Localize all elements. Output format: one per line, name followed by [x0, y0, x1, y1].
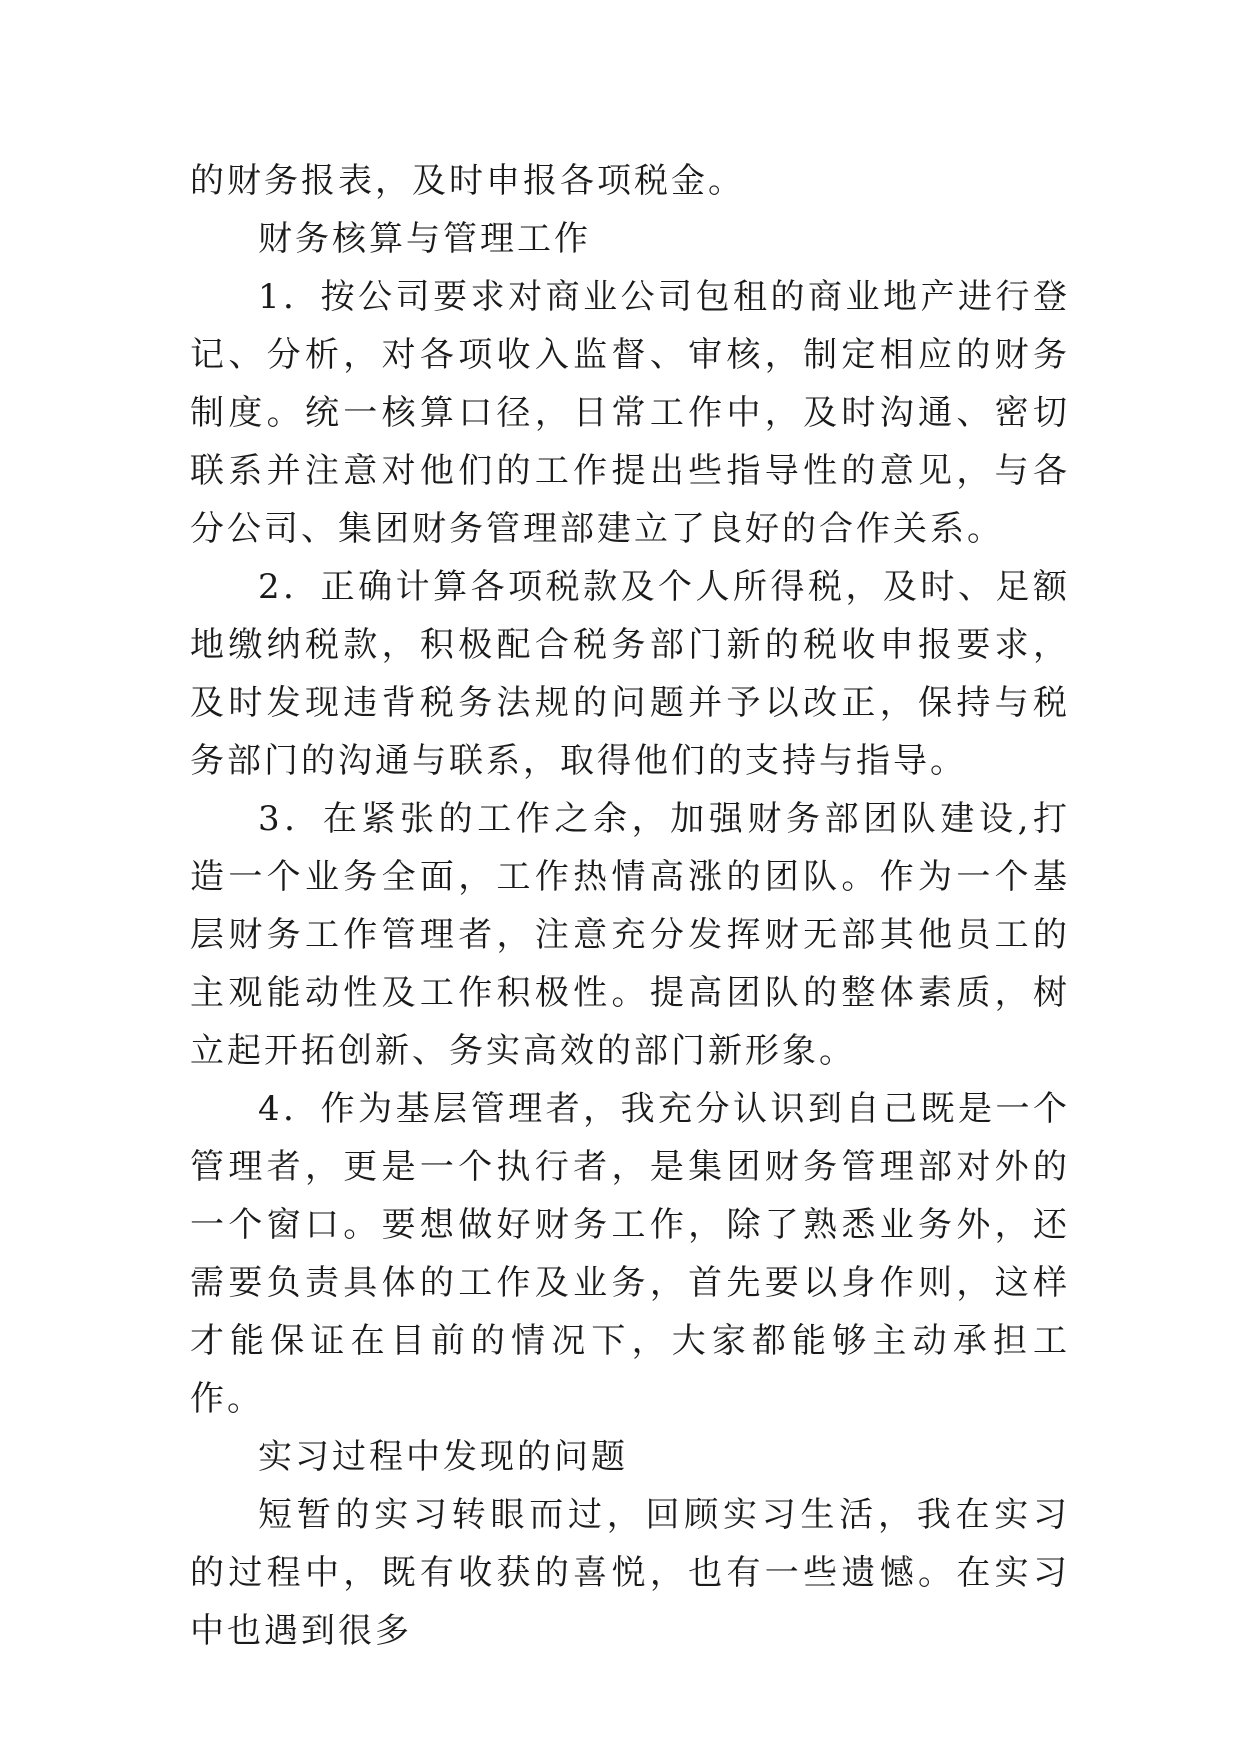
paragraph-internship-review: 短暂的实习转眼而过，回顾实习生活，我在实习的过程中，既有收获的喜悦，也有一些遗憾。在实习中也遇到很多	[190, 1495, 1070, 1651]
paragraph-tax-reports: 的财务报表，及时申报各项税金。	[190, 161, 745, 201]
document-body	[190, 152, 1070, 1660]
paragraph-item-2: 2．正确计算各项税款及个人所得税，及时、足额地缴纳税款，积极配合税务部门新的税收申报要求，及时发现违背税务法规的问题并予以改正，保持与税务部门的沟通与联系，取得他们的支持与指导。	[190, 567, 1070, 781]
paragraph-item-1: 1．按公司要求对商业公司包租的商业地产进行登记、分析，对各项收入监督、审核，制定相应的财务制度。统一核算口径，日常工作中，及时沟通、密切联系并注意对他们的工作提出些指导性的意见，与各分公司、集团财务管理部建立了良好的合作关系。	[190, 277, 1070, 549]
paragraph-item-3: 3．在紧张的工作之余，加强财务部团队建设,打造一个业务全面，工作热情高涨的团队。作为一个基层财务工作管理者，注意充分发挥财无部其他员工的主观能动性及工作积极性。提高团队的整体素质，树立起开拓创新、务实高效的部门新形象。	[190, 799, 1070, 1071]
section-heading-problems: 实习过程中发现的问题	[258, 1437, 628, 1477]
section-heading-accounting: 财务核算与管理工作	[258, 219, 591, 259]
paragraph-item-4: 4．作为基层管理者，我充分认识到自己既是一个管理者，更是一个执行者，是集团财务管理部对外的一个窗口。要想做好财务工作，除了熟悉业务外，还需要负责具体的工作及业务，首先要以身作则，这样才能保证在目前的情况下，大家都能够主动承担工作。	[190, 1089, 1070, 1419]
